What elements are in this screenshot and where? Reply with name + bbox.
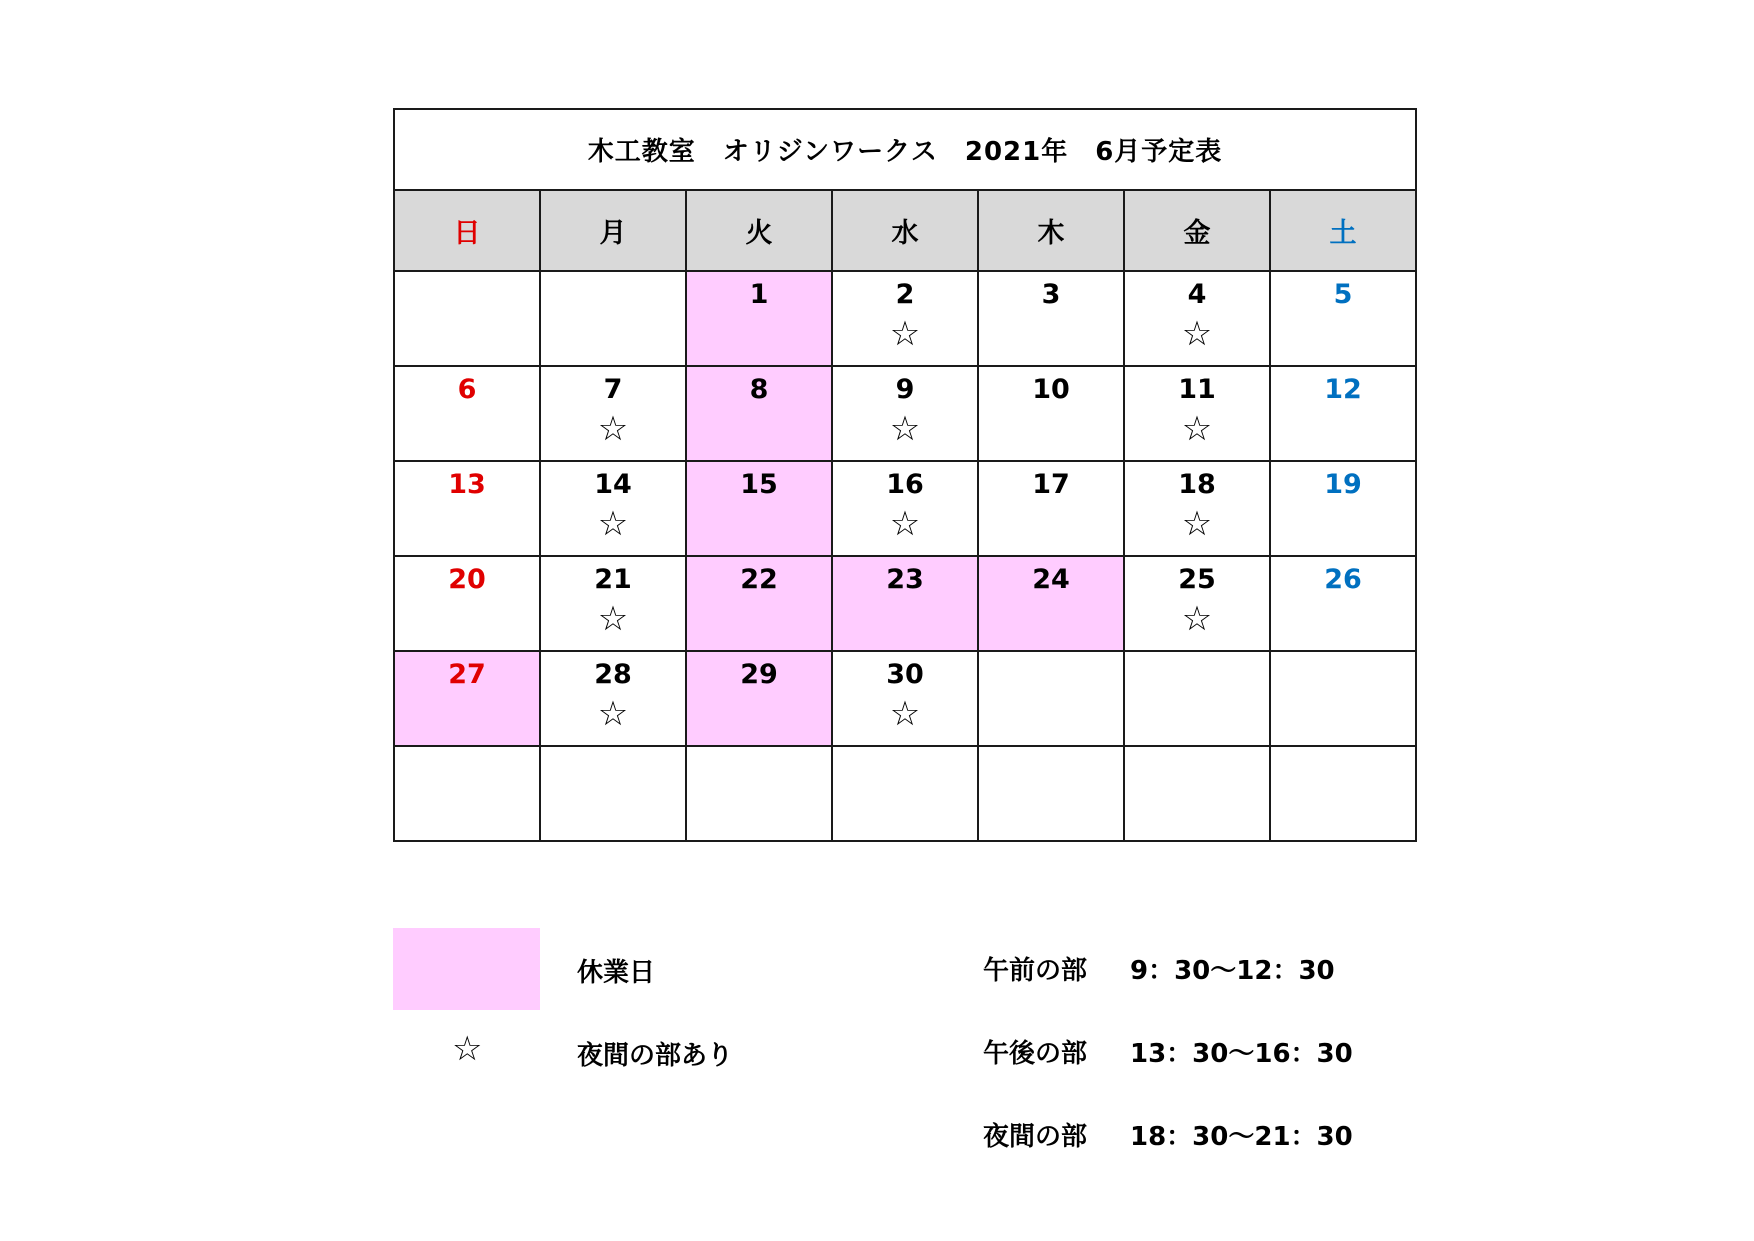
- star-icon: ☆: [889, 314, 921, 354]
- holiday-legend-swatch: [393, 928, 540, 1010]
- day-cell: [394, 556, 540, 651]
- calendar-week-row: [394, 746, 1416, 841]
- day-number: 12: [1324, 374, 1362, 405]
- star-icon: ☆: [597, 504, 629, 544]
- day-number: 26: [1324, 564, 1362, 595]
- day-number: 10: [1032, 374, 1070, 405]
- day-number: 30: [886, 659, 924, 690]
- day-number: 19: [1324, 469, 1362, 500]
- calendar-title: 木工教室 オリジンワークス 2021年 6月予定表: [394, 109, 1416, 190]
- day-number: 29: [740, 659, 778, 690]
- schedule-morning-label: 午前の部: [983, 956, 1088, 986]
- weekday-header-row: [394, 190, 1416, 271]
- star-icon: ☆: [597, 694, 629, 734]
- day-cell: [978, 271, 1124, 366]
- day-number: 3: [1041, 279, 1061, 310]
- empty-day-cell: [1124, 651, 1270, 746]
- empty-day-cell: [978, 651, 1124, 746]
- day-number: 11: [1178, 374, 1216, 405]
- day-cell: [686, 366, 832, 461]
- empty-day-cell: [832, 746, 978, 841]
- calendar-week-row: [394, 271, 1416, 366]
- empty-day-cell: [1270, 746, 1416, 841]
- day-number: 2: [895, 279, 915, 310]
- star-icon: ☆: [597, 599, 629, 639]
- holiday-legend-label: 休業日: [577, 958, 656, 988]
- day-cell: [394, 461, 540, 556]
- star-icon: ☆: [1181, 504, 1213, 544]
- day-cell: [1124, 461, 1270, 556]
- day-number: 15: [740, 469, 778, 500]
- day-number: 18: [1178, 469, 1216, 500]
- day-cell: [394, 651, 540, 746]
- day-number: 8: [749, 374, 769, 405]
- day-cell: [832, 366, 978, 461]
- day-cell: [832, 556, 978, 651]
- schedule-evening: [983, 1116, 1353, 1153]
- day-number: 20: [448, 564, 486, 595]
- day-cell: [686, 461, 832, 556]
- star-icon: ☆: [1181, 314, 1213, 354]
- day-cell: [1270, 556, 1416, 651]
- weekday-thursday: 木: [978, 190, 1124, 271]
- day-number: 9: [895, 374, 915, 405]
- day-number: 21: [594, 564, 632, 595]
- day-cell: [1270, 366, 1416, 461]
- empty-day-cell: [394, 271, 540, 366]
- day-number: 5: [1333, 279, 1353, 310]
- day-cell: [1270, 271, 1416, 366]
- day-cell: [832, 271, 978, 366]
- day-cell: [1124, 556, 1270, 651]
- star-icon: ☆: [889, 409, 921, 449]
- weekday-wednesday: 水: [832, 190, 978, 271]
- schedule-morning: [983, 950, 1335, 987]
- empty-day-cell: [540, 746, 686, 841]
- star-icon: ☆: [889, 694, 921, 734]
- day-cell: [540, 556, 686, 651]
- empty-day-cell: [1124, 746, 1270, 841]
- day-number: 6: [457, 374, 477, 405]
- empty-day-cell: [686, 746, 832, 841]
- empty-day-cell: [540, 271, 686, 366]
- calendar-weeks: [394, 271, 1416, 841]
- day-number: 24: [1032, 564, 1070, 595]
- schedule-morning-time: 9：30～12：30: [1130, 956, 1335, 986]
- day-cell: [1124, 366, 1270, 461]
- weekday-monday: 月: [540, 190, 686, 271]
- empty-day-cell: [978, 746, 1124, 841]
- day-cell: [540, 461, 686, 556]
- star-icon: ☆: [889, 504, 921, 544]
- day-cell: [394, 366, 540, 461]
- day-number: 14: [594, 469, 632, 500]
- schedule-afternoon-time: 13：30～16：30: [1130, 1039, 1353, 1069]
- day-cell: [978, 366, 1124, 461]
- calendar-week-row: [394, 556, 1416, 651]
- day-cell: [686, 651, 832, 746]
- day-number: 17: [1032, 469, 1070, 500]
- star-icon: ☆: [1181, 409, 1213, 449]
- evening-legend-label: 夜間の部あり: [577, 1041, 734, 1071]
- day-number: 27: [448, 659, 486, 690]
- day-number: 13: [448, 469, 486, 500]
- calendar-week-row: [394, 651, 1416, 746]
- empty-day-cell: [394, 746, 540, 841]
- day-cell: [978, 556, 1124, 651]
- day-cell: [1124, 271, 1270, 366]
- star-icon: ☆: [597, 409, 629, 449]
- schedule-afternoon: [983, 1033, 1353, 1070]
- day-cell: [686, 271, 832, 366]
- weekday-saturday: 土: [1270, 190, 1416, 271]
- day-number: 4: [1187, 279, 1207, 310]
- day-cell: [832, 651, 978, 746]
- day-number: 16: [886, 469, 924, 500]
- weekday-tuesday: 火: [686, 190, 832, 271]
- star-icon: ☆: [1181, 599, 1213, 639]
- day-cell: [832, 461, 978, 556]
- day-number: 23: [886, 564, 924, 595]
- day-number: 28: [594, 659, 632, 690]
- schedule-evening-time: 18：30～21：30: [1130, 1122, 1353, 1152]
- day-cell: [540, 366, 686, 461]
- schedule-calendar: [393, 108, 1417, 842]
- schedule-evening-label: 夜間の部: [983, 1122, 1088, 1152]
- day-cell: [1270, 461, 1416, 556]
- weekday-friday: 金: [1124, 190, 1270, 271]
- empty-day-cell: [1270, 651, 1416, 746]
- schedule-afternoon-label: 午後の部: [983, 1039, 1088, 1069]
- day-cell: [978, 461, 1124, 556]
- calendar-week-row: [394, 366, 1416, 461]
- day-number: 25: [1178, 564, 1216, 595]
- calendar-week-row: [394, 461, 1416, 556]
- day-cell: [686, 556, 832, 651]
- star-icon: ☆: [452, 1029, 483, 1069]
- day-number: 1: [749, 279, 769, 310]
- day-number: 22: [740, 564, 778, 595]
- weekday-sunday: 日: [394, 190, 540, 271]
- day-number: 7: [603, 374, 623, 405]
- day-cell: [540, 651, 686, 746]
